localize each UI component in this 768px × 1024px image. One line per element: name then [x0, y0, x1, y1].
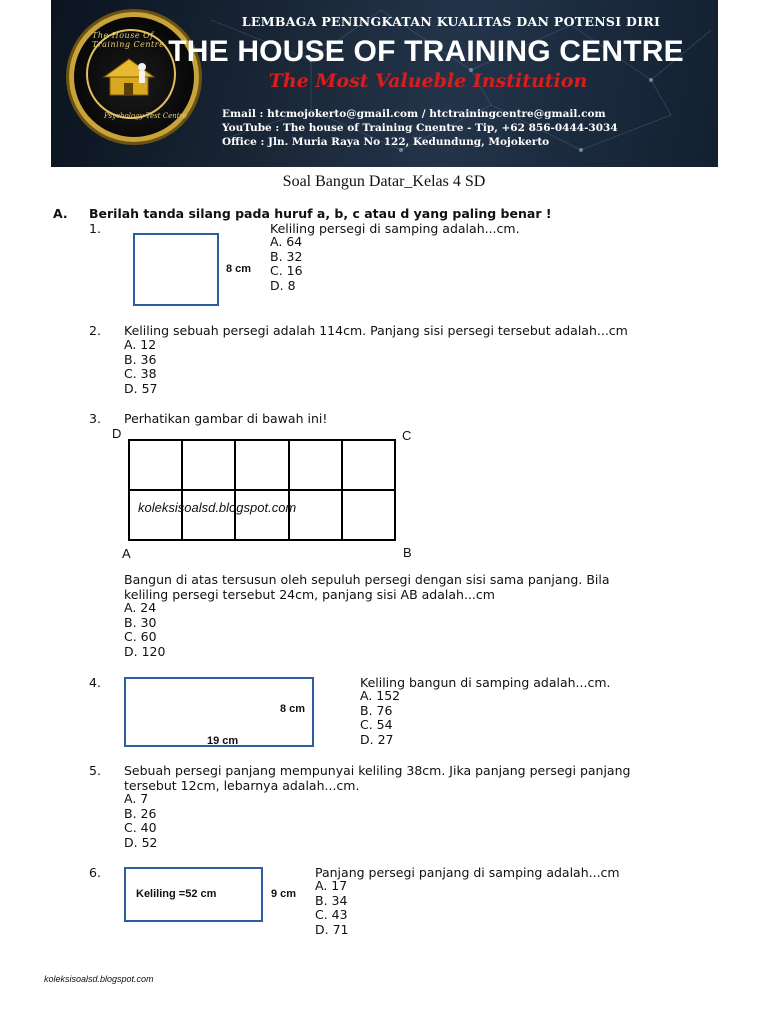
q4-option-c[interactable]: C. 54 [360, 717, 393, 733]
header-youtube: YouTube : The house of Training Cnentre - Tip, +62 856-0444-3034 [222, 122, 618, 134]
q2-option-d[interactable]: D. 57 [124, 381, 158, 397]
q3-corner-d: D [112, 426, 122, 441]
q5-text-b: tersebut 12cm, lebarnya adalah...cm. [124, 778, 360, 793]
q1-number: 1. [89, 221, 101, 236]
q3-option-b[interactable]: B. 30 [124, 614, 157, 630]
q1-option-c[interactable]: C. 16 [270, 263, 303, 279]
q6-text: Panjang persegi panjang di samping adalah...cm [315, 865, 620, 880]
q5-options [124, 792, 157, 851]
q2-option-c[interactable]: C. 38 [124, 366, 157, 382]
q3-text-2b: keliling persegi tersebut 24cm, panjang sisi AB adalah...cm [124, 587, 495, 602]
q3-watermark: koleksisoalsd.blogspot.com [138, 500, 297, 515]
header-title: THE HOUSE OF TRAINING CENTRE [168, 35, 684, 68]
q1-square-figure [133, 233, 219, 306]
q3-corner-a: A [122, 546, 131, 561]
q5-option-b[interactable]: B. 26 [124, 805, 157, 821]
q4-option-a[interactable]: A. 152 [360, 688, 401, 703]
q4-text: Keliling bangun di samping adalah...cm. [360, 675, 611, 690]
section-letter: A. [53, 206, 68, 221]
header-tagline: The Most Valueble Institution [268, 70, 588, 92]
q1-side-label: 8 cm [226, 263, 252, 275]
q4-height-label: 8 cm [280, 703, 306, 715]
q3-option-d[interactable]: D. 120 [124, 644, 166, 660]
q3-options [124, 601, 165, 660]
header-email: Email : htcmojokerto@gmail.com / htctrainingcentre@gmail.com [222, 108, 606, 120]
q2-options [124, 338, 157, 397]
section-instruction: Berilah tanda silang pada huruf a, b, c atau d yang paling benar ! [89, 206, 552, 221]
q3-text-2a: Bangun di atas tersusun oleh sepuluh persegi dengan sisi sama panjang. Bila [124, 572, 610, 587]
header-office: Office : Jln. Muria Raya No 122, Kedundung, Mojokerto [222, 136, 550, 148]
q2-option-a[interactable]: A. 12 [124, 337, 157, 352]
q3-number: 3. [89, 411, 101, 426]
q3-text: Perhatikan gambar di bawah ini! [124, 411, 328, 426]
q6-option-c[interactable]: C. 43 [315, 907, 348, 923]
q4-option-b[interactable]: B. 76 [360, 702, 393, 718]
q3-option-c[interactable]: C. 60 [124, 629, 157, 645]
q3-option-a[interactable]: A. 24 [124, 600, 157, 615]
logo-top-text: The House Of Training Centre [92, 31, 165, 49]
q6-options [315, 879, 348, 938]
q5-text-a: Sebuah persegi panjang mempunyai keliling 38cm. Jika panjang persegi panjang [124, 763, 631, 778]
q6-option-a[interactable]: A. 17 [315, 878, 348, 893]
q1-options [270, 235, 303, 294]
q3-corner-c: C [402, 428, 412, 443]
htc-logo [69, 12, 199, 142]
q5-number: 5. [89, 763, 101, 778]
q5-option-d[interactable]: D. 52 [124, 835, 158, 851]
q6-number: 6. [89, 865, 101, 880]
q4-options [360, 689, 400, 748]
header-contact [222, 107, 618, 149]
q1-option-a[interactable]: A. 64 [270, 234, 303, 249]
q6-option-d[interactable]: D. 71 [315, 922, 349, 938]
q2-text: Keliling sebuah persegi adalah 114cm. Panjang sisi persegi tersebut adalah...cm [124, 323, 628, 338]
header-line1: LEMBAGA PENINGKATAN KUALITAS DAN POTENSI DIRI [241, 14, 661, 29]
q1-option-d[interactable]: D. 8 [270, 278, 296, 294]
q2-number: 2. [89, 323, 101, 338]
q3-corner-b: B [403, 545, 412, 560]
q6-side-label: 9 cm [271, 888, 297, 900]
q1-option-b[interactable]: B. 32 [270, 248, 303, 264]
footer-url[interactable]: koleksisoalsd.blogspot.com [44, 974, 154, 984]
page-title: Soal Bangun Datar_Kelas 4 SD [282, 173, 486, 190]
logo-bottom-text: Psychology Test Centre [104, 112, 188, 120]
q2-option-b[interactable]: B. 36 [124, 351, 157, 367]
q4-option-d[interactable]: D. 27 [360, 732, 394, 748]
q6-option-b[interactable]: B. 34 [315, 892, 348, 908]
q4-width-label: 19 cm [207, 735, 239, 747]
q3-grid-figure [128, 439, 396, 541]
q6-inside-label: Keliling =52 cm [136, 888, 217, 900]
q5-option-c[interactable]: C. 40 [124, 820, 157, 836]
q4-number: 4. [89, 675, 101, 690]
q5-option-a[interactable]: A. 7 [124, 791, 149, 806]
q1-text: Keliling persegi di samping adalah...cm. [270, 221, 520, 236]
